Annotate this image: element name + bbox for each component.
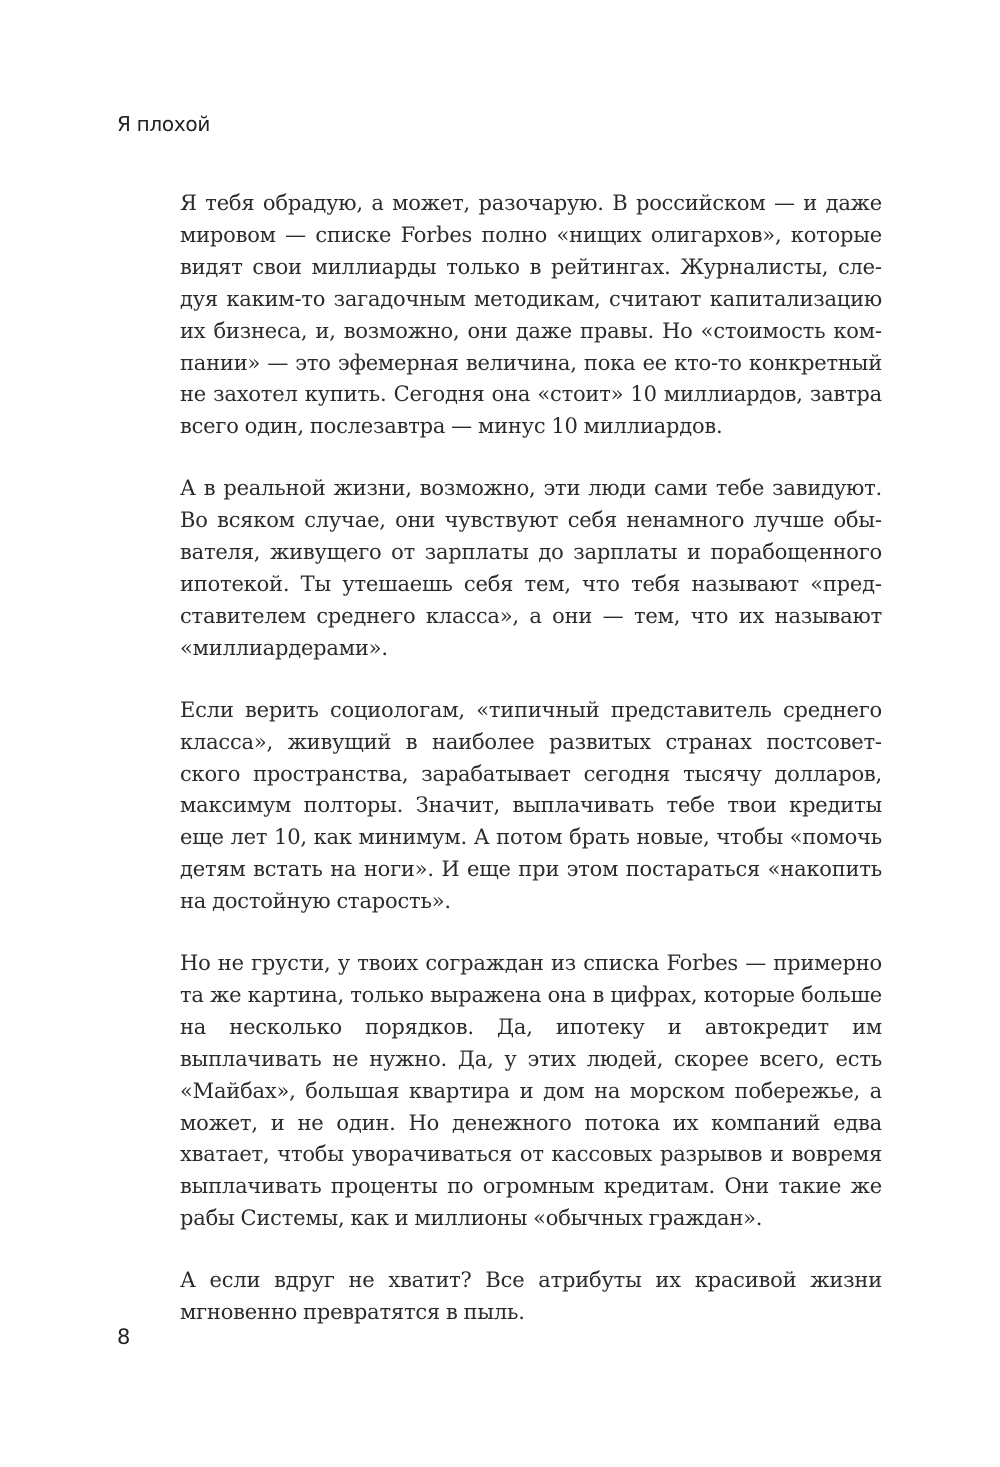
running-head: Я плохой <box>117 112 211 136</box>
paragraph: А если вдруг не хватит? Все атрибуты их красивой жизни мгновенно превратятся в пыль. <box>180 1268 882 1325</box>
paragraph: Но не грусти, у твоих сограждан из списка Forbes — примерно та же картина, только выражена она в цифрах, которые больше на несколько порядков. Да, ипотеку и автокредит им выплачивать не нужно. Да, у этих людей, скорее всего, есть «Майбах», большая квартира и дом на морском побережье, а может, и не один. Но денежного потока их компаний едва хватает, чтобы уворачиваться от кассовых разрывов и вовремя выплачивать проценты по огромным кредитам. Они такие же рабы Системы, как и миллионы «обычных граждан». <box>180 951 882 1231</box>
body-text <box>180 188 882 1359</box>
paragraph: Если верить социологам, «типичный представитель среднего класса», живущий в наиболее развитых странах постсоветского пространства, зарабатывает сегодня тысячу долларов, максимум полторы. Значит, выплачивать тебе твои кредиты еще лет 10, как минимум. А потом брать новые, чтобы «помочь детям встать на ноги». И еще при этом постараться «накопить на достойную старость». <box>180 697 882 914</box>
paragraph: Я тебя обрадую, а может, разочарую. В российском — и даже мировом — списке Forbes полно «нищих олигархов», которые видят свои миллиарды только в рейтингах. Журналисты, следуя каким-то загадочным методикам, считают капитализацию их бизнеса, и, возможно, они даже правы. Но «стоимость компании» — это эфемерная величина, пока ее кто-то конкретный не захотел купить. Сегодня она «стоит» 10 миллиардов, завтра всего один, послезавтра — минус 10 миллиардов. <box>180 191 882 439</box>
paragraph: А в реальной жизни, возможно, эти люди сами тебе завидуют. Во всяком случае, они чувствуют себя ненамного лучше обывателя, живущего от зарплаты до зарплаты и порабощенного ипотекой. Ты утешаешь себя тем, что тебя называют «представителем среднего класса», а они — тем, что их называют «миллиардерами». <box>180 476 882 660</box>
page-number: 8 <box>117 1325 131 1349</box>
